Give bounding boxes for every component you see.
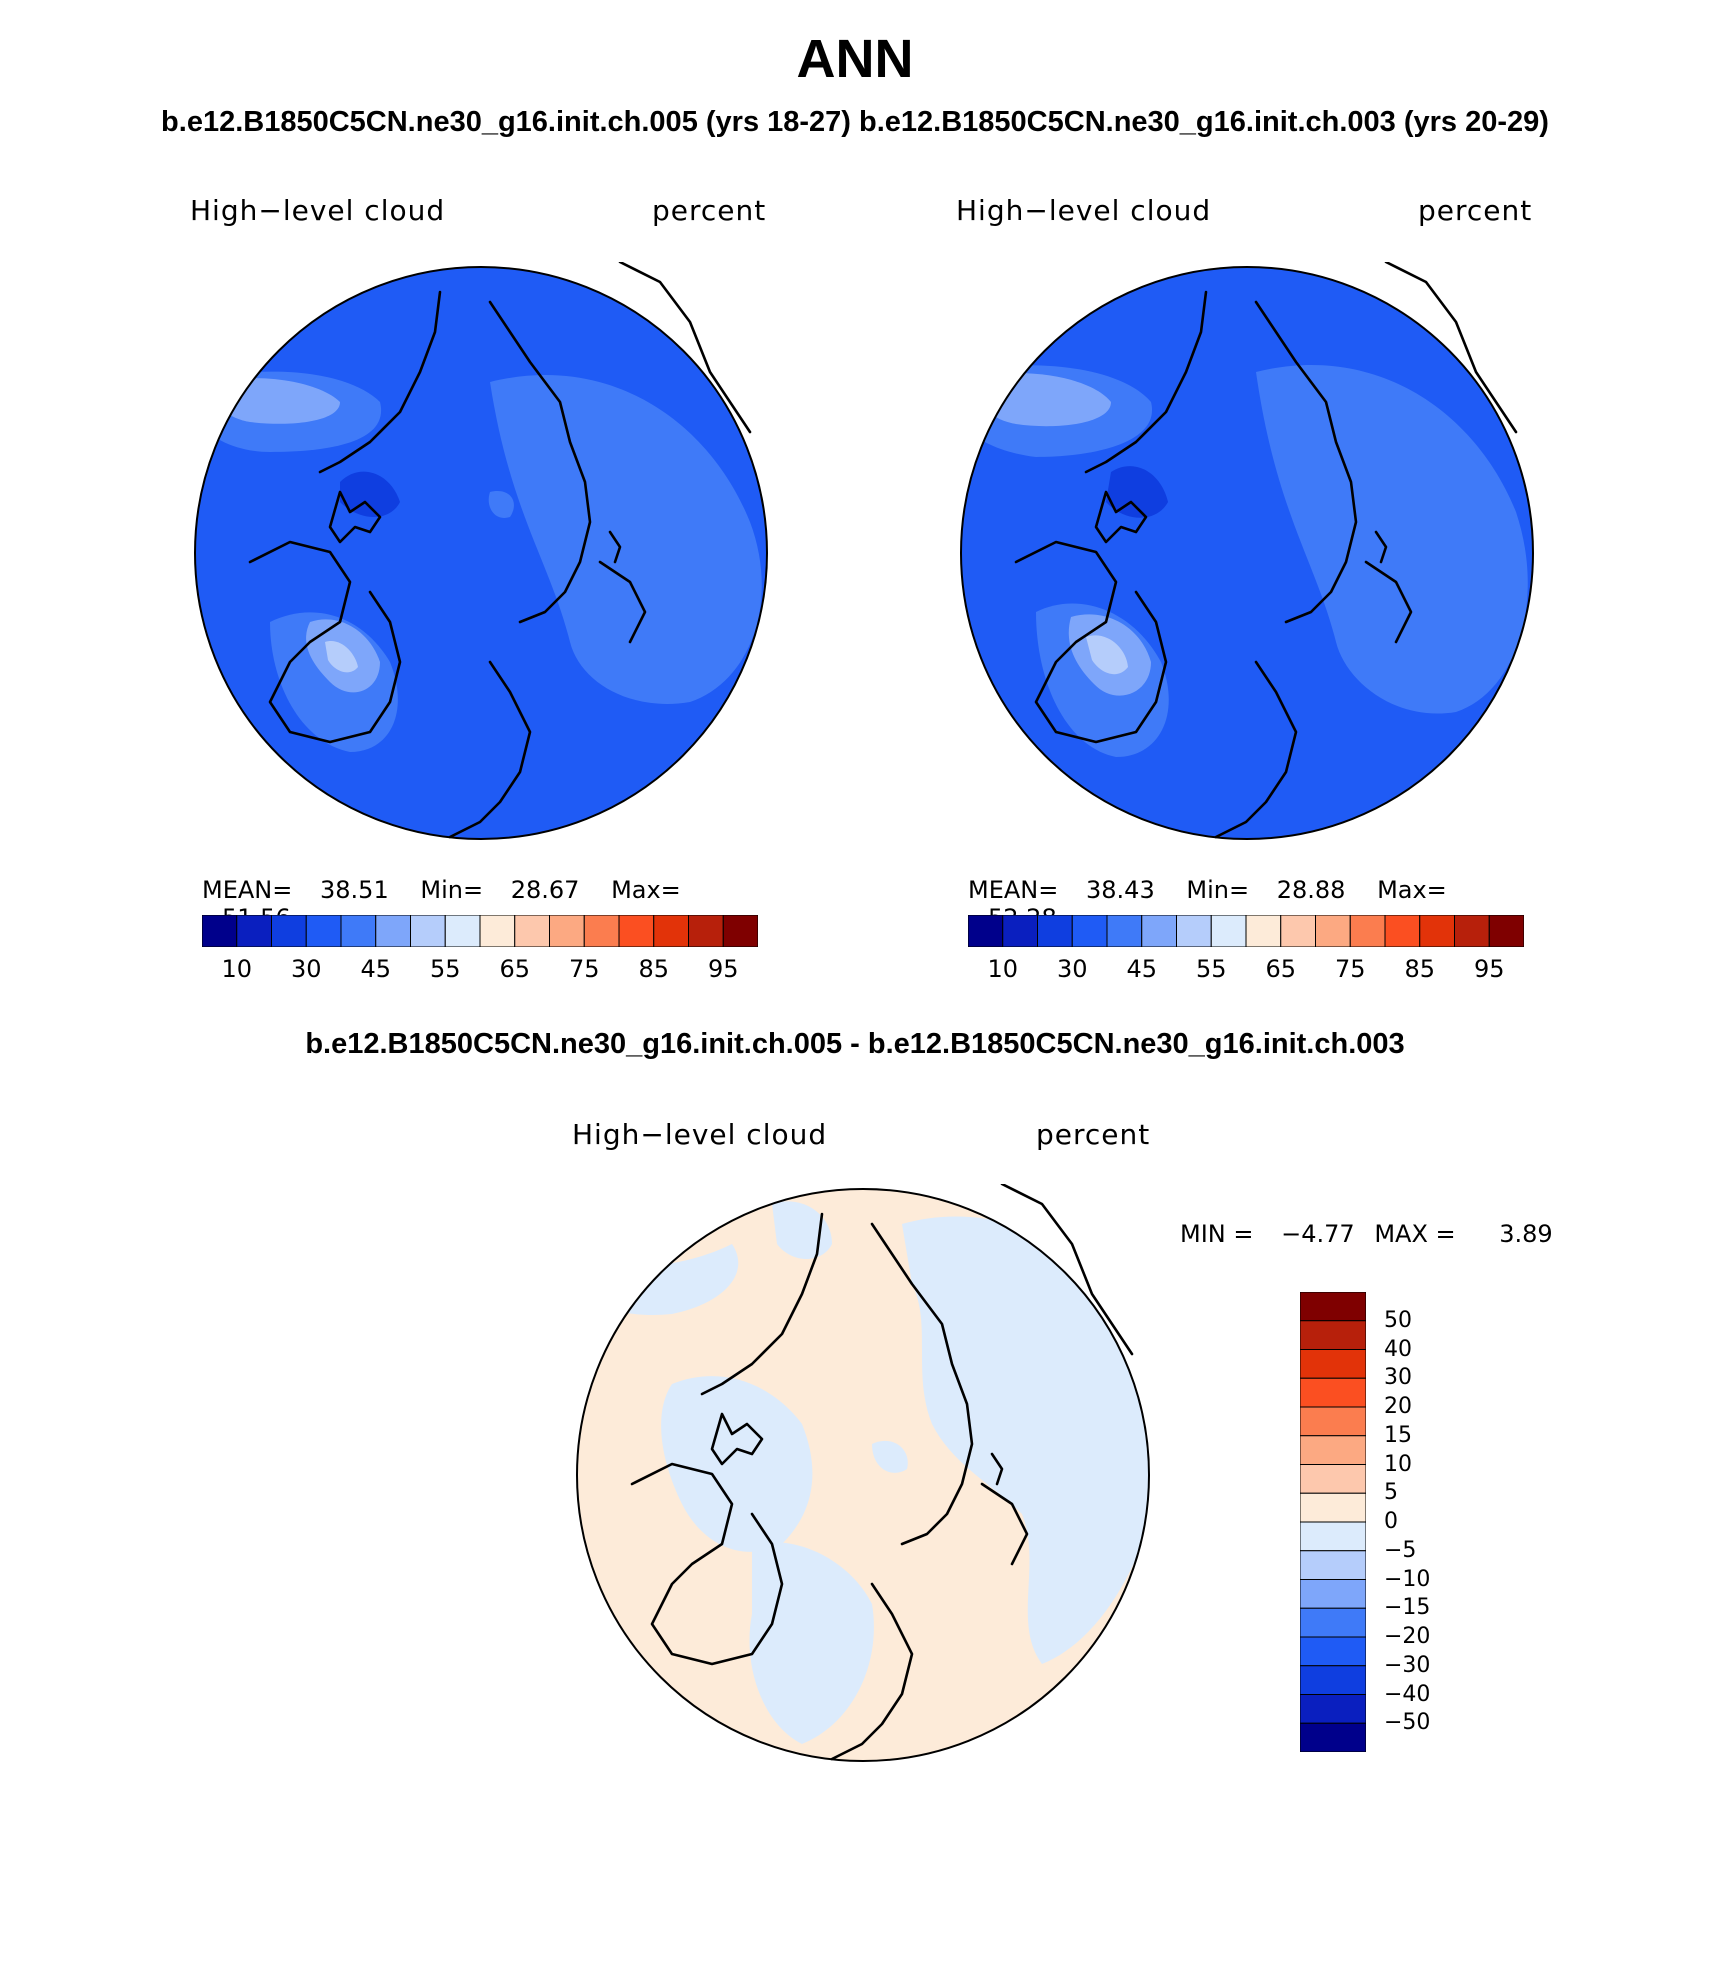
colorbar-box xyxy=(1316,915,1351,947)
colorbar-box xyxy=(272,915,307,947)
right-polar-map xyxy=(956,262,1538,844)
diff-stats xyxy=(1180,1220,1553,1248)
colorbar-tick-label: 65 xyxy=(499,955,531,983)
difference-title: b.e12.B1850C5CN.ne30_g16.init.ch.005 - b.e12.B1850C5CN.ne30_g16.init.ch.003 xyxy=(305,1028,1405,1060)
colorbar-box xyxy=(723,915,758,947)
colorbar-box xyxy=(1177,915,1212,947)
colorbar-box xyxy=(1300,1321,1366,1350)
colorbar-tick-label: 75 xyxy=(1334,955,1366,983)
figure-subtitle: b.e12.B1850C5CN.ne30_g16.init.ch.005 (yrs 18-27) b.e12.B1850C5CN.ne30_g16.init.ch.003 (yrs 20-29) xyxy=(161,106,1549,138)
colorbar-tick-label: 55 xyxy=(429,955,461,983)
colorbar-box xyxy=(1300,1608,1366,1637)
colorbar-tick-label: 95 xyxy=(707,955,739,983)
colorbar-box xyxy=(1142,915,1177,947)
colorbar-tick-label: −10 xyxy=(1384,1566,1431,1592)
colorbar-box xyxy=(1455,915,1490,947)
left-max-label: Max= xyxy=(611,876,681,904)
colorbar-box xyxy=(1300,1522,1366,1551)
left-min-value: 28.67 xyxy=(510,876,580,904)
right-variable-label: High−level cloud xyxy=(956,194,1212,227)
diff-colorbar-ticks xyxy=(1384,1292,1484,1752)
colorbar-box xyxy=(1300,1436,1366,1465)
colorbar-tick-label: 20 xyxy=(1384,1394,1412,1419)
colorbar-box xyxy=(1300,1493,1366,1522)
colorbar-box xyxy=(1420,915,1455,947)
colorbar-tick-label: −50 xyxy=(1384,1710,1431,1736)
colorbar-tick-label: 95 xyxy=(1473,955,1505,983)
colorbar-tick-label: 5 xyxy=(1384,1480,1398,1506)
colorbar-box xyxy=(1281,915,1316,947)
left-units-label: percent xyxy=(652,194,767,227)
colorbar-box xyxy=(1300,1292,1366,1321)
colorbar-tick-label: 30 xyxy=(1056,955,1088,983)
colorbar-tick-label: 30 xyxy=(1384,1365,1412,1391)
right-units-label: percent xyxy=(1418,194,1533,227)
colorbar-box xyxy=(1300,1407,1366,1436)
left-colorbar-ticks xyxy=(202,955,758,985)
colorbar-tick-label: 15 xyxy=(1384,1422,1412,1448)
colorbar-tick-label: −5 xyxy=(1384,1537,1417,1563)
colorbar-tick-label: −40 xyxy=(1384,1681,1431,1707)
colorbar-box xyxy=(584,915,619,947)
diff-min-value: −4.77 xyxy=(1281,1220,1355,1248)
colorbar-box xyxy=(1489,915,1524,947)
colorbar-box xyxy=(1300,1723,1366,1752)
diff-colorbar xyxy=(1300,1292,1366,1752)
colorbar-box xyxy=(445,915,480,947)
diff-max-label: MAX = xyxy=(1374,1220,1456,1248)
colorbar-tick-label: 55 xyxy=(1195,955,1227,983)
colorbar-box xyxy=(1385,915,1420,947)
colorbar-tick-label: −15 xyxy=(1384,1595,1431,1621)
diff-max-value: 3.89 xyxy=(1499,1220,1553,1248)
colorbar-box xyxy=(1300,1695,1366,1724)
colorbar-tick-label: 50 xyxy=(1384,1307,1412,1333)
colorbar-tick-label: 10 xyxy=(221,955,253,983)
left-variable-label: High−level cloud xyxy=(190,194,446,227)
diff-polar-map xyxy=(572,1184,1154,1766)
diff-variable-label: High−level cloud xyxy=(572,1118,828,1151)
colorbar-box xyxy=(1211,915,1246,947)
colorbar-tick-label: 45 xyxy=(1126,955,1158,983)
colorbar-box xyxy=(968,915,1003,947)
colorbar-box xyxy=(550,915,585,947)
left-mean-value: 38.51 xyxy=(320,876,389,904)
colorbar-box xyxy=(654,915,689,947)
colorbar-box xyxy=(1300,1637,1366,1666)
right-colorbar-ticks xyxy=(968,955,1524,985)
figure-title: ANN xyxy=(796,29,914,89)
right-min-value: 28.88 xyxy=(1276,876,1346,904)
colorbar-box xyxy=(237,915,272,947)
colorbar-box xyxy=(202,915,237,947)
colorbar-tick-label: −20 xyxy=(1384,1624,1431,1649)
colorbar-tick-label: −30 xyxy=(1384,1652,1431,1678)
colorbar-tick-label: 85 xyxy=(1404,955,1436,983)
colorbar-tick-label: 0 xyxy=(1384,1509,1398,1534)
colorbar-box xyxy=(515,915,550,947)
colorbar-box xyxy=(1300,1350,1366,1379)
colorbar-box xyxy=(689,915,724,947)
right-mean-label: MEAN= xyxy=(968,876,1059,904)
colorbar-tick-label: 30 xyxy=(290,955,322,983)
colorbar-tick-label: 10 xyxy=(987,955,1019,983)
colorbar-box xyxy=(1107,915,1142,947)
colorbar-tick-label: 65 xyxy=(1265,955,1297,983)
right-min-label: Min= xyxy=(1186,876,1250,904)
colorbar-tick-label: 75 xyxy=(568,955,600,983)
left-colorbar xyxy=(202,915,758,947)
diff-units-label: percent xyxy=(1036,1118,1151,1151)
right-mean-value: 38.43 xyxy=(1086,876,1155,904)
colorbar-tick-label: 40 xyxy=(1384,1336,1412,1362)
colorbar-box xyxy=(1072,915,1107,947)
colorbar-box xyxy=(1300,1378,1366,1407)
colorbar-tick-label: 45 xyxy=(360,955,392,983)
colorbar-box xyxy=(619,915,654,947)
right-colorbar xyxy=(968,915,1524,947)
left-polar-map xyxy=(190,262,772,844)
colorbar-box xyxy=(411,915,446,947)
colorbar-box xyxy=(376,915,411,947)
colorbar-box xyxy=(480,915,515,947)
colorbar-tick-label: 10 xyxy=(1384,1451,1412,1477)
left-min-label: Min= xyxy=(420,876,484,904)
diff-min-label: MIN = xyxy=(1180,1220,1254,1248)
colorbar-tick-label: 85 xyxy=(638,955,670,983)
right-max-label: Max= xyxy=(1377,876,1447,904)
colorbar-box xyxy=(1038,915,1073,947)
colorbar-box xyxy=(1003,915,1038,947)
left-mean-label: MEAN= xyxy=(202,876,293,904)
colorbar-box xyxy=(1300,1465,1366,1494)
colorbar-box xyxy=(306,915,341,947)
colorbar-box xyxy=(1300,1666,1366,1695)
colorbar-box xyxy=(1246,915,1281,947)
colorbar-box xyxy=(1350,915,1385,947)
colorbar-box xyxy=(1300,1551,1366,1580)
colorbar-box xyxy=(1300,1580,1366,1609)
colorbar-box xyxy=(341,915,376,947)
